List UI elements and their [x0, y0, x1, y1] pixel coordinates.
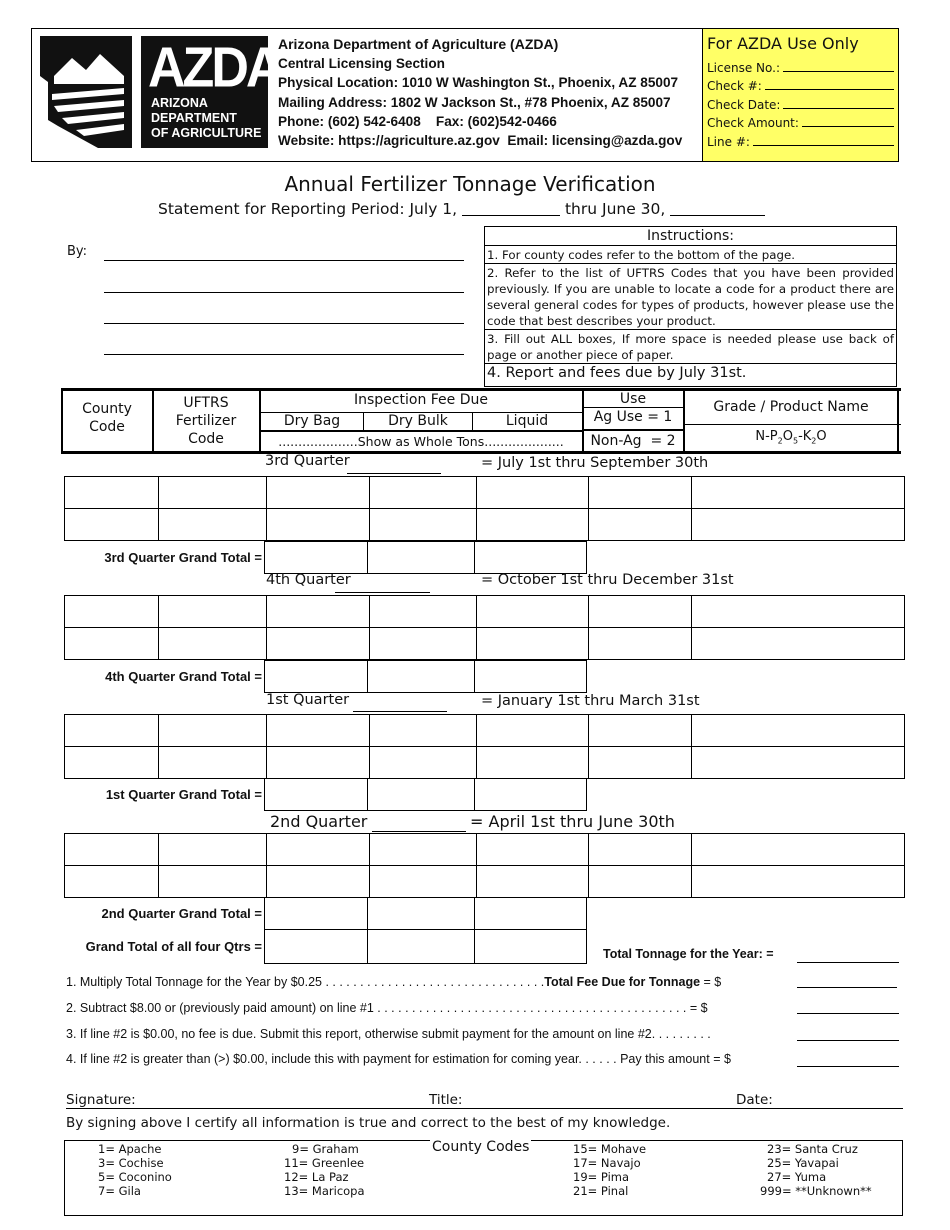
use-cell[interactable] — [589, 509, 692, 541]
q2-total-label: 2nd Quarter Grand Total = — [101, 906, 262, 921]
license-no-field[interactable] — [783, 71, 894, 72]
dry-bag-header: Dry Bag — [283, 413, 341, 429]
table-row — [65, 628, 905, 660]
total-tonnage-field[interactable] — [797, 962, 899, 963]
phone-fax: Phone: (602) 542-6408 Fax: (602)542-0466 — [278, 113, 557, 129]
website-email: Website: https://agriculture.az.gov Email: licensing@azda.gov — [278, 133, 683, 149]
grade-product-header: Grade / Product Name — [713, 399, 869, 415]
dry-bulk-cell[interactable] — [370, 834, 477, 866]
use-cell[interactable] — [589, 628, 692, 660]
form-title: Annual Fertilizer Tonnage Verification — [284, 172, 656, 196]
title-label: Title: — [429, 1092, 463, 1108]
instruction-4: 4. Report and fees due by July 31st. — [485, 363, 896, 387]
dry-bag-cell[interactable] — [267, 715, 370, 747]
ag-use-code: Ag Use = 1 — [593, 409, 673, 425]
q4-total-liquid[interactable] — [475, 661, 587, 693]
county-code-cell[interactable] — [65, 477, 159, 509]
liquid-header: Liquid — [505, 413, 549, 429]
dry-bag-cell[interactable] — [267, 747, 370, 779]
uftrs-code-cell[interactable] — [159, 747, 267, 779]
q4-range: = October 1st thru December 31st — [481, 572, 734, 588]
q4-total-dry-bag[interactable] — [265, 661, 368, 693]
check-amount-field[interactable] — [802, 126, 894, 127]
by-line-3[interactable] — [104, 323, 464, 324]
liquid-cell[interactable] — [477, 834, 589, 866]
liquid-cell[interactable] — [477, 866, 589, 898]
q3-total-cells — [264, 541, 587, 574]
use-cell[interactable] — [589, 477, 692, 509]
county-code-cell[interactable] — [65, 509, 159, 541]
table-row — [65, 715, 905, 747]
q1-range: = January 1st thru March 31st — [481, 693, 700, 709]
licensing-section: Central Licensing Section — [278, 56, 445, 72]
q3-total-liquid[interactable] — [475, 542, 587, 574]
total-fee-field[interactable] — [797, 987, 897, 988]
office-use-title: For AZDA Use Only — [707, 34, 859, 53]
dry-bulk-cell[interactable] — [370, 715, 477, 747]
use-cell[interactable] — [589, 715, 692, 747]
office-use-box — [702, 29, 898, 161]
grade-cell[interactable] — [692, 509, 905, 541]
county-code-cell[interactable] — [65, 596, 159, 628]
county-codes-col-3: 15= Mohave 17= Navajo 19= Pima 21= Pinal — [573, 1142, 647, 1198]
instructions-title: Instructions: — [647, 228, 734, 244]
county-code-header: County Code — [82, 401, 132, 435]
uftrs-code-cell[interactable] — [159, 715, 267, 747]
dry-bulk-cell[interactable] — [370, 628, 477, 660]
calc-line-4: 4. If line #2 is greater than (>) $0.00, include this with payment for estimation for coming year. . . . . . Pay this amount = $ — [66, 1052, 731, 1066]
calc-line-2: 2. Subtract $8.00 or (previously paid amount) on line #1 . . . . . . . . . . . . . . . . . . . . . . . . . . . . . . . . . . . . . . . . . . . . . = $ — [66, 1001, 708, 1015]
table-row — [65, 747, 905, 779]
logo-subtext: ARIZONA DEPARTMENT OF AGRICULTURE — [151, 96, 262, 140]
dry-bulk-cell[interactable] — [370, 866, 477, 898]
grand-total-label: Grand Total of all four Qtrs = — [85, 939, 262, 954]
dry-bulk-cell[interactable] — [370, 509, 477, 541]
county-codes-col-1: 1= Apache 3= Cochise 5= Coconino 7= Gila — [98, 1142, 172, 1198]
agency-contact-block — [278, 35, 703, 150]
uftrs-code-cell[interactable] — [159, 866, 267, 898]
dry-bag-cell[interactable] — [267, 834, 370, 866]
column-header — [61, 388, 901, 454]
grand-total-liquid[interactable] — [475, 930, 587, 964]
check-date-field[interactable] — [783, 108, 894, 109]
q2-table — [64, 833, 905, 898]
q4-total-dry-bulk[interactable] — [368, 661, 475, 693]
uftrs-code-cell[interactable] — [159, 477, 267, 509]
dry-bulk-cell[interactable] — [370, 596, 477, 628]
use-cell[interactable] — [589, 747, 692, 779]
county-code-cell[interactable] — [65, 628, 159, 660]
county-codes-col-4: 23= Santa Cruz 25= Yavapai 27= Yuma 999= **Unknown** — [760, 1142, 872, 1198]
period-start-year-field[interactable] — [462, 215, 560, 216]
grand-total-dry-bag[interactable] — [265, 930, 368, 964]
q1-label: 1st Quarter — [266, 692, 350, 708]
liquid-cell[interactable] — [477, 596, 589, 628]
liquid-cell[interactable] — [477, 628, 589, 660]
instruction-2: 2. Refer to the list of UFTRS Codes that you have been provided previously. If you are unable to locate a code for a product there are several general codes for types of products, however please use the code that best describes your product. — [485, 263, 896, 329]
reporting-period: Statement for Reporting Period: July 1, thru June 30, — [158, 200, 765, 218]
q1-year-field[interactable] — [353, 711, 447, 712]
logo-wordmark: AZDA — [148, 36, 281, 100]
dry-bulk-cell[interactable] — [370, 747, 477, 779]
use-header: Use — [619, 391, 647, 407]
inspection-fee-header: Inspection Fee Due — [354, 392, 488, 408]
dry-bulk-cell[interactable] — [370, 477, 477, 509]
q2-range: = April 1st thru June 30th — [470, 812, 675, 831]
liquid-cell[interactable] — [477, 477, 589, 509]
county-code-cell[interactable] — [65, 866, 159, 898]
dry-bulk-header: Dry Bulk — [388, 413, 448, 429]
check-amount-label: Check Amount: — [707, 116, 799, 130]
county-codes-title: County Codes — [432, 1139, 530, 1155]
line2-amount-field[interactable] — [797, 1013, 899, 1014]
instructions-box — [484, 226, 897, 387]
q4-label: 4th Quarter — [266, 572, 351, 588]
county-code-cell[interactable] — [65, 715, 159, 747]
q3-total-dry-bag[interactable] — [265, 542, 368, 574]
liquid-cell[interactable] — [477, 747, 589, 779]
check-no-label: Check #: — [707, 79, 762, 93]
q1-total-cells — [264, 778, 587, 811]
q3-total-dry-bulk[interactable] — [368, 542, 475, 574]
table-row — [65, 866, 905, 898]
liquid-cell[interactable] — [477, 715, 589, 747]
q4-table — [64, 595, 905, 660]
total-tonnage-label: Total Tonnage for the Year: = — [603, 947, 774, 961]
grade-cell[interactable] — [692, 747, 905, 779]
table-row — [65, 509, 905, 541]
table-row — [65, 834, 905, 866]
use-cell[interactable] — [589, 834, 692, 866]
by-label: By: — [67, 244, 88, 259]
line-no-field[interactable] — [753, 145, 894, 146]
q1-total-dry-bag[interactable] — [265, 779, 368, 811]
dry-bag-cell[interactable] — [267, 628, 370, 660]
check-no-field[interactable] — [765, 89, 894, 90]
grade-cell[interactable] — [692, 866, 905, 898]
county-code-cell[interactable] — [65, 834, 159, 866]
uftrs-code-cell[interactable] — [159, 628, 267, 660]
uftrs-code-cell[interactable] — [159, 834, 267, 866]
use-cell[interactable] — [589, 596, 692, 628]
q4-year-field[interactable] — [335, 592, 430, 593]
q2-total-dry-bulk[interactable] — [368, 898, 475, 930]
by-line-4[interactable] — [104, 354, 464, 355]
azda-logo — [40, 36, 281, 148]
by-line-2[interactable] — [104, 292, 464, 293]
non-ag-code: Non-Ag = 2 — [590, 433, 676, 449]
q3-range: = July 1st thru September 30th — [481, 455, 709, 471]
agency-name: Arizona Department of Agriculture (AZDA) — [278, 36, 559, 52]
line-no-label: Line #: — [707, 134, 750, 149]
grade-cell[interactable] — [692, 628, 905, 660]
whole-tons-note: ....................Show as Whole Tons.................... — [278, 434, 564, 449]
county-code-cell[interactable] — [65, 747, 159, 779]
q2-label: 2nd Quarter — [270, 812, 368, 831]
use-cell[interactable] — [589, 866, 692, 898]
instruction-3: 3. Fill out ALL boxes, If more space is needed please use back of page or another piece of paper. — [485, 329, 896, 363]
uftrs-code-header: UFTRS Fertilizer Code — [175, 395, 237, 447]
q1-total-dry-bulk[interactable] — [368, 779, 475, 811]
table-row — [65, 596, 905, 628]
license-no-label: License No.: — [707, 60, 781, 75]
q3-year-field[interactable] — [347, 473, 441, 474]
calc-line-1: 1. Multiply Total Tonnage for the Year by $0.25 . . . . . . . . . . . . . . . . . . . . . . . . . . . . . . . .Total Fee Due for Tonnage = $ — [66, 975, 722, 989]
dry-bag-cell[interactable] — [267, 477, 370, 509]
pay-amount-field[interactable] — [797, 1066, 899, 1067]
q1-total-liquid[interactable] — [475, 779, 587, 811]
q2-total-cells — [264, 897, 587, 964]
grand-total-dry-bulk[interactable] — [368, 930, 475, 964]
uftrs-code-cell[interactable] — [159, 509, 267, 541]
dry-bag-cell[interactable] — [267, 866, 370, 898]
dry-bag-cell[interactable] — [267, 509, 370, 541]
q4-total-cells — [264, 660, 587, 693]
line3-amount-field[interactable] — [797, 1040, 899, 1041]
date-label: Date: — [736, 1092, 773, 1108]
grade-cell[interactable] — [692, 715, 905, 747]
county-codes-col-2-list: 9= Graham 11= Greenlee 12= La Paz 13= Maricopa — [284, 1142, 365, 1198]
uftrs-code-cell[interactable] — [159, 596, 267, 628]
q1-total-label: 1st Quarter Grand Total = — [105, 787, 262, 802]
calc-line-3: 3. If line #2 is $0.00, no fee is due. Submit this report, otherwise submit payment for the amount on line #2. . . . . . . . . — [66, 1027, 711, 1041]
table-row — [65, 477, 905, 509]
grade-cell[interactable] — [692, 477, 905, 509]
certification-statement: By signing above I certify all information is true and correct to the best of my knowledge. — [66, 1115, 671, 1131]
check-date-label: Check Date: — [707, 97, 781, 112]
grade-cell[interactable] — [692, 834, 905, 866]
grade-cell[interactable] — [692, 596, 905, 628]
dry-bag-cell[interactable] — [267, 596, 370, 628]
liquid-cell[interactable] — [477, 509, 589, 541]
q2-year-field[interactable] — [372, 831, 466, 832]
q2-total-liquid[interactable] — [475, 898, 587, 930]
q4-total-label: 4th Quarter Grand Total = — [105, 669, 262, 684]
signature-line[interactable] — [66, 1108, 903, 1109]
mailing-address: Mailing Address: 1802 W Jackson St., #78 Phoenix, AZ 85007 — [278, 94, 671, 110]
instruction-1: 1. For county codes refer to the bottom of the page. — [485, 245, 896, 263]
q2-total-dry-bag[interactable] — [265, 898, 368, 930]
by-line-1[interactable] — [104, 260, 464, 261]
q3-total-label: 3rd Quarter Grand Total = — [104, 550, 262, 565]
signature-label: Signature: — [66, 1092, 136, 1108]
npk-header: $N-P_2O_5-K_2O$ — [755, 429, 827, 446]
period-end-year-field[interactable] — [670, 215, 765, 216]
q3-label: 3rd Quarter — [265, 453, 350, 469]
q1-table — [64, 714, 905, 779]
q3-table — [64, 476, 905, 541]
physical-location: Physical Location: 1010 W Washington St., Phoenix, AZ 85007 — [278, 75, 679, 91]
